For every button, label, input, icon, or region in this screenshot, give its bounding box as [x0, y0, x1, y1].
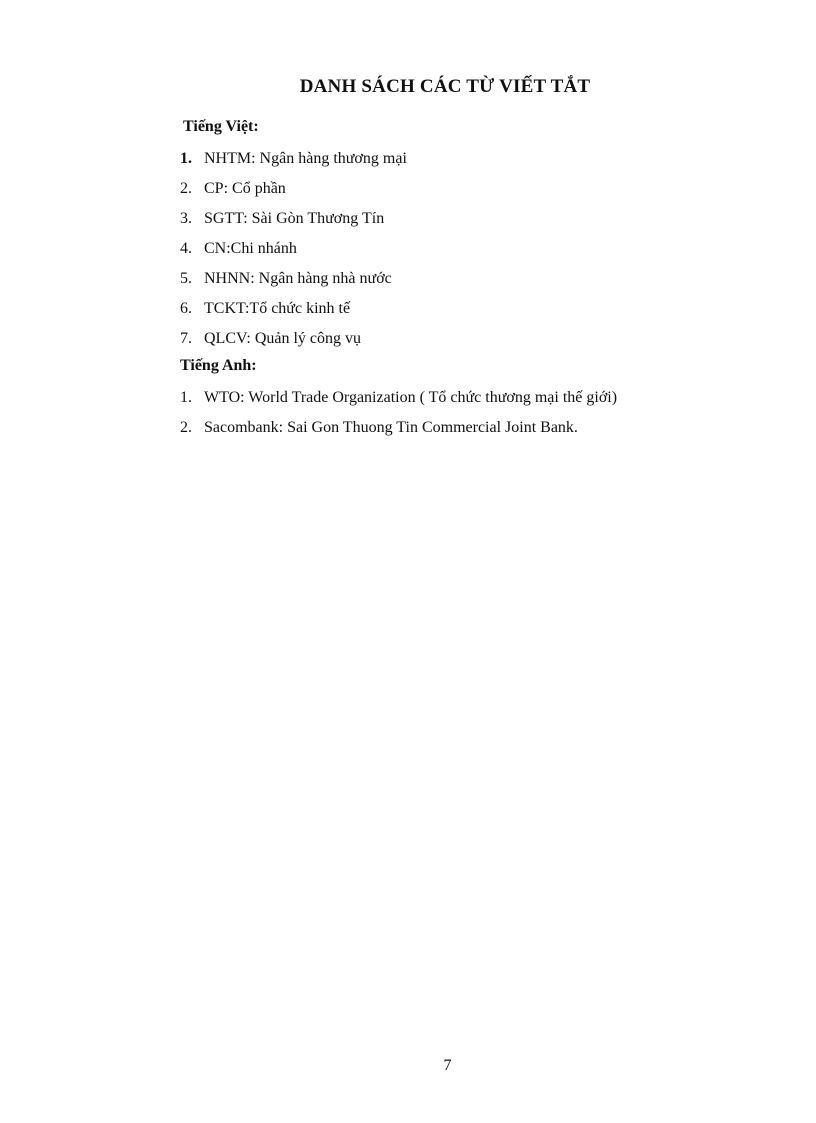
list-item-text: TCKT:Tổ chức kinh tế [204, 300, 351, 317]
section-heading-english: Tiếng Anh: [180, 357, 257, 374]
english-abbreviation-list [180, 388, 617, 448]
list-item [180, 388, 617, 418]
list-item [180, 209, 407, 239]
page-number: 7 [443, 1057, 452, 1074]
list-item-number: 1. [180, 150, 192, 167]
list-item-number: 7. [180, 330, 192, 347]
list-item-text: NHTM: Ngân hàng thương mại [204, 150, 407, 167]
list-item [180, 179, 407, 209]
list-item-text: CP: Cổ phần [204, 180, 286, 197]
list-item [180, 239, 407, 269]
list-item-number: 3. [180, 210, 192, 227]
list-item-text: CN:Chi nhánh [204, 240, 297, 257]
list-item [180, 149, 407, 179]
list-item-text: QLCV: Quản lý công vụ [204, 330, 362, 347]
list-item-text: SGTT: Sài Gòn Thương Tín [204, 210, 385, 227]
list-item-number: 1. [180, 389, 192, 406]
list-item-number: 2. [180, 419, 192, 436]
vietnamese-abbreviation-list [180, 149, 407, 359]
list-item-text: WTO: World Trade Organization ( Tổ chức thương mại thế giới) [204, 389, 618, 406]
list-item-text: NHNN: Ngân hàng nhà nước [204, 270, 392, 287]
list-item [180, 329, 407, 359]
list-item [180, 418, 617, 448]
list-item-number: 2. [180, 180, 192, 197]
list-item-number: 4. [180, 240, 192, 257]
section-heading-vietnamese: Tiếng Việt: [183, 118, 259, 135]
list-item [180, 269, 407, 299]
list-item [180, 299, 407, 329]
list-item-text: Sacombank: Sai Gon Thuong Tin Commercial Joint Bank. [204, 419, 578, 436]
list-item-number: 6. [180, 300, 192, 317]
page-title: DANH SÁCH CÁC TỪ VIẾT TẮT [299, 76, 591, 97]
list-item-number: 5. [180, 270, 192, 287]
